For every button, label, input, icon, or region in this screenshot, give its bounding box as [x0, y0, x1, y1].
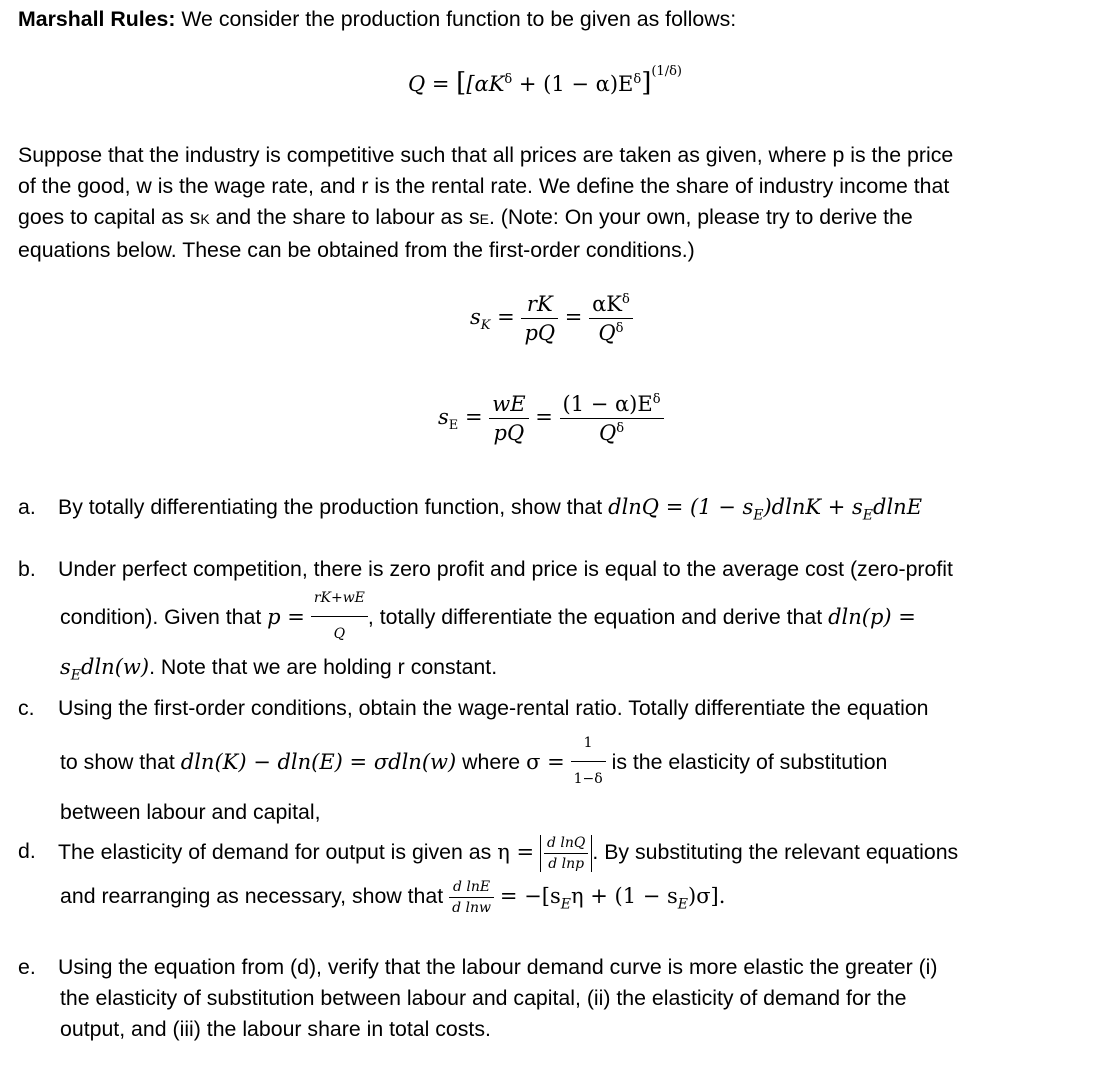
question-d-frac-2	[449, 879, 494, 916]
pf-delta-1: δ	[504, 72, 513, 87]
intro-line	[18, 4, 1108, 35]
assumptions-paragraph	[18, 140, 1108, 266]
question-e-body	[58, 952, 1118, 1045]
sk-frac-2-num: αK	[592, 292, 622, 316]
paragraph-line-3c: . (Note: On your own, please try to derive the	[488, 205, 913, 229]
paragraph-line-3b: and the share to labour as s	[209, 205, 480, 229]
pf-close: ]	[641, 68, 652, 98]
intro-text: We consider the production function to be given as follows:	[181, 7, 737, 31]
question-b-body	[58, 554, 1118, 691]
question-b-line-2a: condition). Given that	[60, 605, 262, 630]
pf-lhs: Q	[408, 72, 426, 96]
sk-frac-2	[589, 292, 633, 345]
se-frac-1-den: pQ	[493, 421, 525, 445]
question-d-line-2a: and rearranging as necessary, show that	[60, 884, 444, 908]
question-d-line-1a: The elasticity of demand for output is given as	[58, 840, 492, 864]
question-b-line-1: Under perfect competition, there is zero profit and price is equal to the average cost (zero-profit	[58, 557, 953, 581]
question-d-frac-den: d lnp	[548, 855, 585, 872]
pf-rhs: [$[\alpha K^\delta + (1 - \alpha)E^\delta]^{(1/\delta)}$	[456, 64, 682, 98]
paragraph-line-4: equations below. These can be obtained from the first-order conditions.)	[18, 238, 695, 262]
question-c-frac-num: 1	[571, 728, 606, 762]
question-d-line-1	[58, 830, 1118, 874]
paragraph-line-1: Suppose that the industry is competitive such that all prices are taken as given, where p is the price	[18, 143, 954, 167]
se-delta-1: δ	[652, 392, 661, 407]
se-lhs: s	[438, 405, 449, 429]
question-a-body	[58, 492, 1118, 531]
question-d-line-2-math3: )σ].	[688, 884, 726, 908]
question-b-line-2	[60, 585, 1118, 652]
se-frac-2-den: Q	[599, 421, 617, 445]
sk-equation: $s_K$ = $\frac{rK}{pQ}$ = $\frac{\alpha K^\delta}{Q^\delta}$	[470, 292, 633, 345]
question-d-line-2-math2: η + (1 − s	[570, 884, 678, 908]
se-lhs-sub: E	[448, 418, 459, 434]
production-function-equation: $Q = [[\alpha K^\delta + (1 - \alpha)E^\delta]^{(1/\delta)}$	[408, 64, 682, 98]
question-d-frac-num: d lnQ	[544, 835, 588, 854]
question-b-line-2-math: dln(p) =	[828, 605, 916, 630]
question-d-line-2-math: = −[s	[499, 884, 561, 908]
se-frac-1-num: wE	[489, 392, 528, 419]
sk-lhs: s	[470, 305, 481, 329]
sk-delta-1: δ	[621, 292, 630, 307]
paragraph-sub-e: E	[479, 211, 489, 227]
se-frac-2	[560, 392, 664, 445]
paragraph-line-3	[18, 202, 1108, 235]
question-b-line-3-math: dln(w)	[81, 655, 150, 679]
question-c-line-2b: where	[462, 750, 521, 775]
question-d-frac-2-num: d lnE	[449, 879, 494, 898]
question-c-label: c.	[18, 696, 35, 720]
pf-mid: + (1 − α)E	[512, 72, 634, 96]
paragraph-line-3a: goes to capital as s	[18, 205, 201, 229]
question-c-sigma-eq: σ =	[526, 750, 565, 775]
question-b-line-3-sub: E	[70, 667, 82, 684]
question-a-text: By totally differentiating the production function, show that	[58, 495, 603, 519]
question-a-sub-1: E	[753, 507, 764, 524]
paragraph-line-2: of the good, w is the wage rate, and r is the rental rate. We define the share of industry income that	[18, 174, 950, 198]
question-a-math-2: )dlnK + s	[763, 495, 863, 519]
question-b-p-eq: p =	[267, 605, 305, 630]
question-c-line-2a: to show that	[60, 750, 175, 775]
question-a-sub-2: E	[862, 507, 874, 524]
question-e-line-3: output, and (iii) the labour share in total costs.	[60, 1017, 491, 1041]
sk-delta-2: δ	[615, 321, 624, 336]
question-d-eta-eq: η =	[497, 840, 535, 864]
se-frac-2-num: (1 − α)E	[562, 392, 653, 416]
sk-lhs-sub: K	[480, 318, 491, 334]
question-b-frac-den: Q	[333, 626, 346, 642]
question-c-line-3: between labour and capital,	[60, 800, 321, 824]
question-d-abs	[540, 835, 592, 872]
question-c-frac-den: 1−δ	[573, 771, 603, 787]
question-c-frac	[571, 728, 606, 795]
question-b-line-3	[60, 652, 1118, 691]
paragraph-sub-k: K	[200, 211, 210, 227]
pf-rhs-a: [αK	[466, 72, 505, 96]
question-c-line-2	[60, 730, 1118, 797]
question-e-line-1: Using the equation from (d), verify that the labour demand curve is more elastic the greater (i)	[58, 955, 938, 979]
se-equation: $s_E$ = $\frac{wE}{pQ}$ = $\frac{(1 - \alpha)E^\delta}{Q^\delta}$	[438, 392, 664, 445]
sk-frac-1	[521, 292, 558, 345]
sk-frac-1-den: pQ	[524, 321, 556, 345]
question-b-label: b.	[18, 557, 36, 581]
question-d-label: d.	[18, 839, 36, 863]
question-e-label: e.	[18, 955, 36, 979]
question-d-line-2	[60, 874, 1118, 918]
question-b-line-3-s: s	[60, 655, 71, 679]
pf-delta-2: δ	[633, 72, 642, 87]
question-d-body	[58, 830, 1118, 918]
question-e-line-2: the elasticity of substitution between labour and capital, (ii) the elasticity of demand for the	[60, 986, 907, 1010]
question-b-line-3-text: . Note that we are holding r constant.	[149, 655, 498, 679]
question-a-math-1: dlnQ = (1 − s	[608, 495, 754, 519]
question-a-math-3: dlnE	[873, 495, 923, 519]
question-b-frac-num: rK+wE	[311, 583, 368, 617]
intro-title: Marshall Rules:	[18, 7, 176, 31]
question-d-frac-2-den: d lnw	[452, 899, 491, 916]
question-a-label: a.	[18, 495, 36, 519]
question-b-line-2b: , totally differentiate the equation and derive that	[367, 605, 823, 630]
question-c-line-2-math: dln(K) − dln(E) = σdln(w)	[180, 750, 457, 775]
sk-frac-1-num: rK	[521, 292, 558, 319]
question-b-frac	[311, 583, 368, 650]
pf-exponent: (1/δ)	[651, 64, 682, 79]
question-c-line-2c: is the elasticity of substitution	[611, 750, 888, 775]
question-d-line-2-sub2: E	[677, 896, 689, 913]
question-c-line-1: Using the first-order conditions, obtain the wage-rental ratio. Totally differentiate the equation	[58, 696, 929, 720]
question-d-frac	[544, 835, 588, 872]
sk-frac-2-den: Q	[598, 321, 616, 345]
se-frac-1	[489, 392, 528, 445]
question-d-line-1b: . By substituting the relevant equations	[592, 840, 959, 864]
se-delta-2: δ	[616, 421, 625, 436]
question-c-body	[58, 693, 1118, 828]
question-d-line-2-sub: E	[560, 896, 571, 913]
